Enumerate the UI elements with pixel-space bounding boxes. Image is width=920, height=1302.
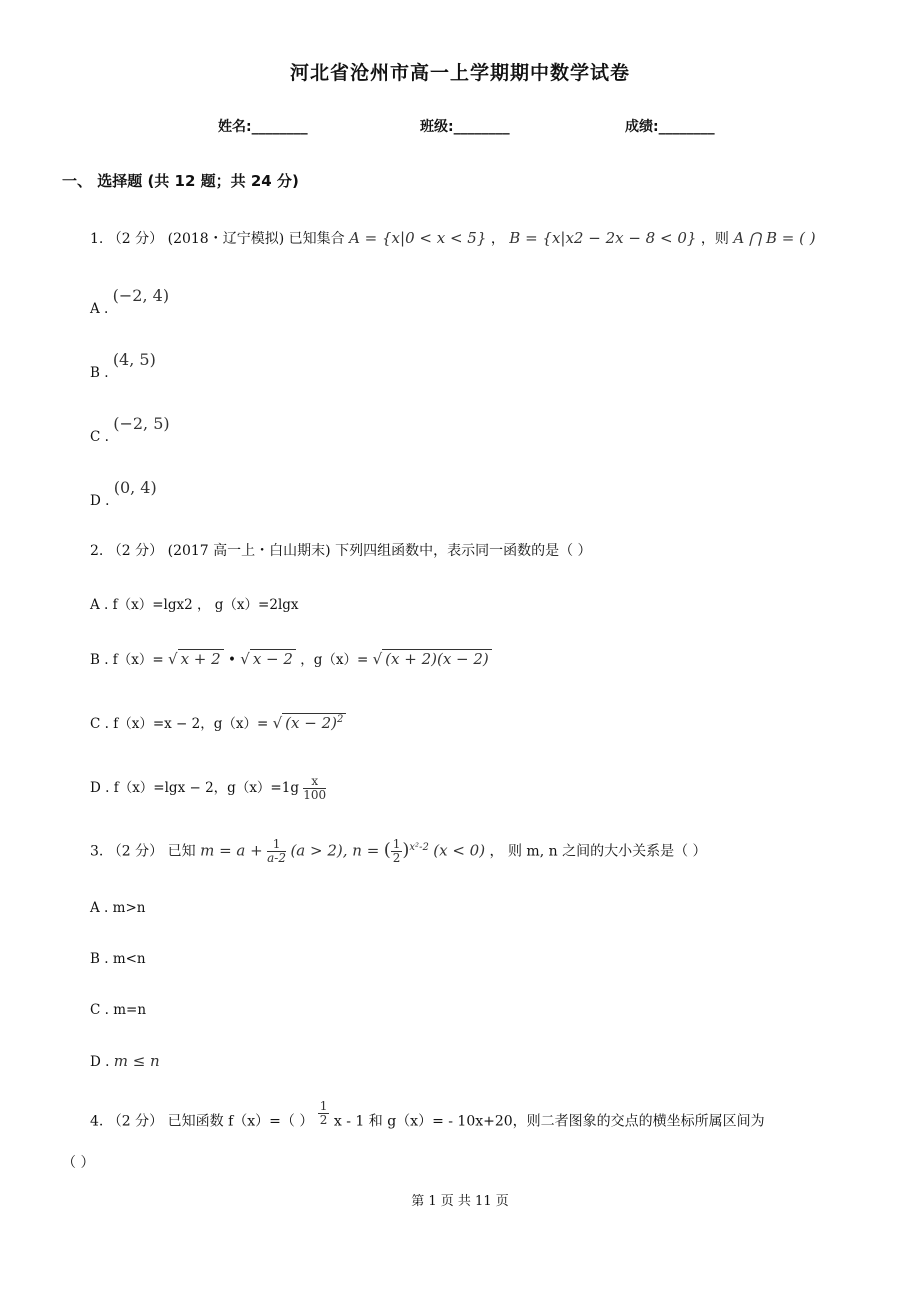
q3-suffix: ， 则 m, n 之间的大小关系是（ ） [489, 843, 707, 860]
q1-comma: ， [490, 231, 505, 247]
dot: • [227, 652, 236, 668]
section-heading: 一、 选择题 (共 12 题；共 24 分) [62, 172, 299, 190]
q4-fraction [318, 1100, 330, 1127]
option-value: (−2, 4) [112, 286, 170, 305]
page-footer: 第 1 页 共 11 页 [411, 1194, 509, 1209]
denominator: 2 [392, 851, 401, 865]
option-label: B . [90, 365, 109, 381]
option-value: (−2, 5) [113, 414, 170, 433]
q1-prefix: 1. （2 分） (2018・辽宁模拟) 已知集合 [90, 231, 345, 247]
radicand: (x + 2)(x − 2) [382, 649, 492, 668]
q1-option-c [90, 414, 170, 445]
q1-option-b [90, 350, 156, 381]
q3-m-cond: (a > 2), n = [290, 841, 380, 860]
radicand: x − 2 [250, 649, 296, 668]
option-text: D . f（x）=lgx − 2，g（x）=1g [90, 780, 299, 796]
denominator: 2 [319, 1113, 328, 1127]
q4-suffix: x - 1 和 g（x）= - 10x+20，则二者图象的交点的横坐标所属区间为 [333, 1113, 765, 1130]
numerator: 1 [392, 837, 401, 851]
question-3 [90, 838, 707, 865]
q2-option-d [90, 775, 326, 802]
score-field: 成绩:________ [625, 119, 715, 135]
option-label: D . [90, 1054, 110, 1070]
class-field: 班级:________ [420, 119, 510, 135]
option-value: m=n [113, 1002, 147, 1018]
numerator: x [303, 775, 326, 789]
q1-option-d [90, 478, 157, 509]
q3-n-cond: (x < 0) [433, 841, 486, 860]
q2-option-b [90, 648, 492, 668]
option-text: B . f（x）= [90, 652, 164, 668]
q3-m-fraction [267, 838, 286, 865]
fraction [303, 775, 326, 802]
sqrt-expr: √ x + 2 [168, 650, 224, 668]
q3-n-exponent: x²-2 [409, 841, 429, 853]
q3-option-c [90, 1002, 146, 1018]
q4-prefix: 4. （2 分） 已知函数 f（x）=（ ） [90, 1113, 314, 1130]
option-label: B . [90, 951, 109, 967]
radicand [282, 713, 346, 732]
q1-suffix: ，则 [700, 231, 729, 247]
radicand-text: (x − 2) [285, 714, 337, 732]
option-label: C . [90, 429, 109, 445]
paren-close: ) [402, 839, 410, 861]
option-value: m ≤ n [113, 1052, 160, 1070]
paren-open: ( [383, 839, 391, 861]
option-label: D . [90, 493, 110, 509]
option-value: m>n [112, 900, 146, 916]
question-4 [90, 1099, 765, 1135]
q3-option-a [90, 900, 145, 916]
option-text: C . f（x）=x − 2，g（x）= [90, 716, 269, 732]
q3-n-fraction [391, 838, 403, 865]
q2-option-c [90, 712, 346, 732]
q1-option-a [90, 286, 170, 317]
q4-line2: （ ） [62, 1155, 95, 1171]
exponent: 2 [336, 714, 344, 725]
q3-option-d [90, 1052, 160, 1070]
sqrt-expr: √ x − 2 [240, 650, 296, 668]
option-label: C . [90, 1002, 109, 1018]
option-value: m<n [112, 951, 146, 967]
q1-intersection: A ⋂ B = ( ) [733, 229, 816, 247]
q3-prefix: 3. （2 分） 已知 [90, 843, 196, 860]
name-field: 姓名:________ [218, 119, 308, 135]
numerator: 1 [319, 1099, 328, 1113]
q1-set-b: B = {x|x2 − 2x − 8 < 0} [509, 229, 697, 247]
q3-m-expr: m = a + [200, 841, 263, 860]
denominator: a-2 [267, 851, 286, 865]
q1-set-a: A = {x|0 < x < 5} [349, 229, 487, 247]
sqrt-expr: √ (x + 2)(x − 2) [373, 650, 492, 668]
option-label: A . [90, 900, 109, 916]
q3-option-b [90, 951, 146, 967]
question-2: 2. （2 分） (2017 高一上・白山期末) 下列四组函数中，表示同一函数的是（ ） [90, 543, 592, 559]
question-1 [90, 228, 816, 248]
option-text: ，g（x）= [300, 652, 369, 668]
option-value: (0, 4) [113, 478, 157, 497]
q2-option-a: A . f（x）=lgx2 ， g（x）=2lgx [90, 597, 299, 613]
sqrt-expr: √ $(x - 2)^2$ [273, 714, 347, 732]
denominator: 100 [303, 788, 327, 802]
page-title: 河北省沧州市高一上学期期中数学试卷 [289, 62, 630, 84]
numerator: 1 [267, 838, 286, 852]
radicand: x + 2 [178, 649, 224, 668]
option-label: A . [90, 301, 109, 317]
option-value: (4, 5) [112, 350, 156, 369]
